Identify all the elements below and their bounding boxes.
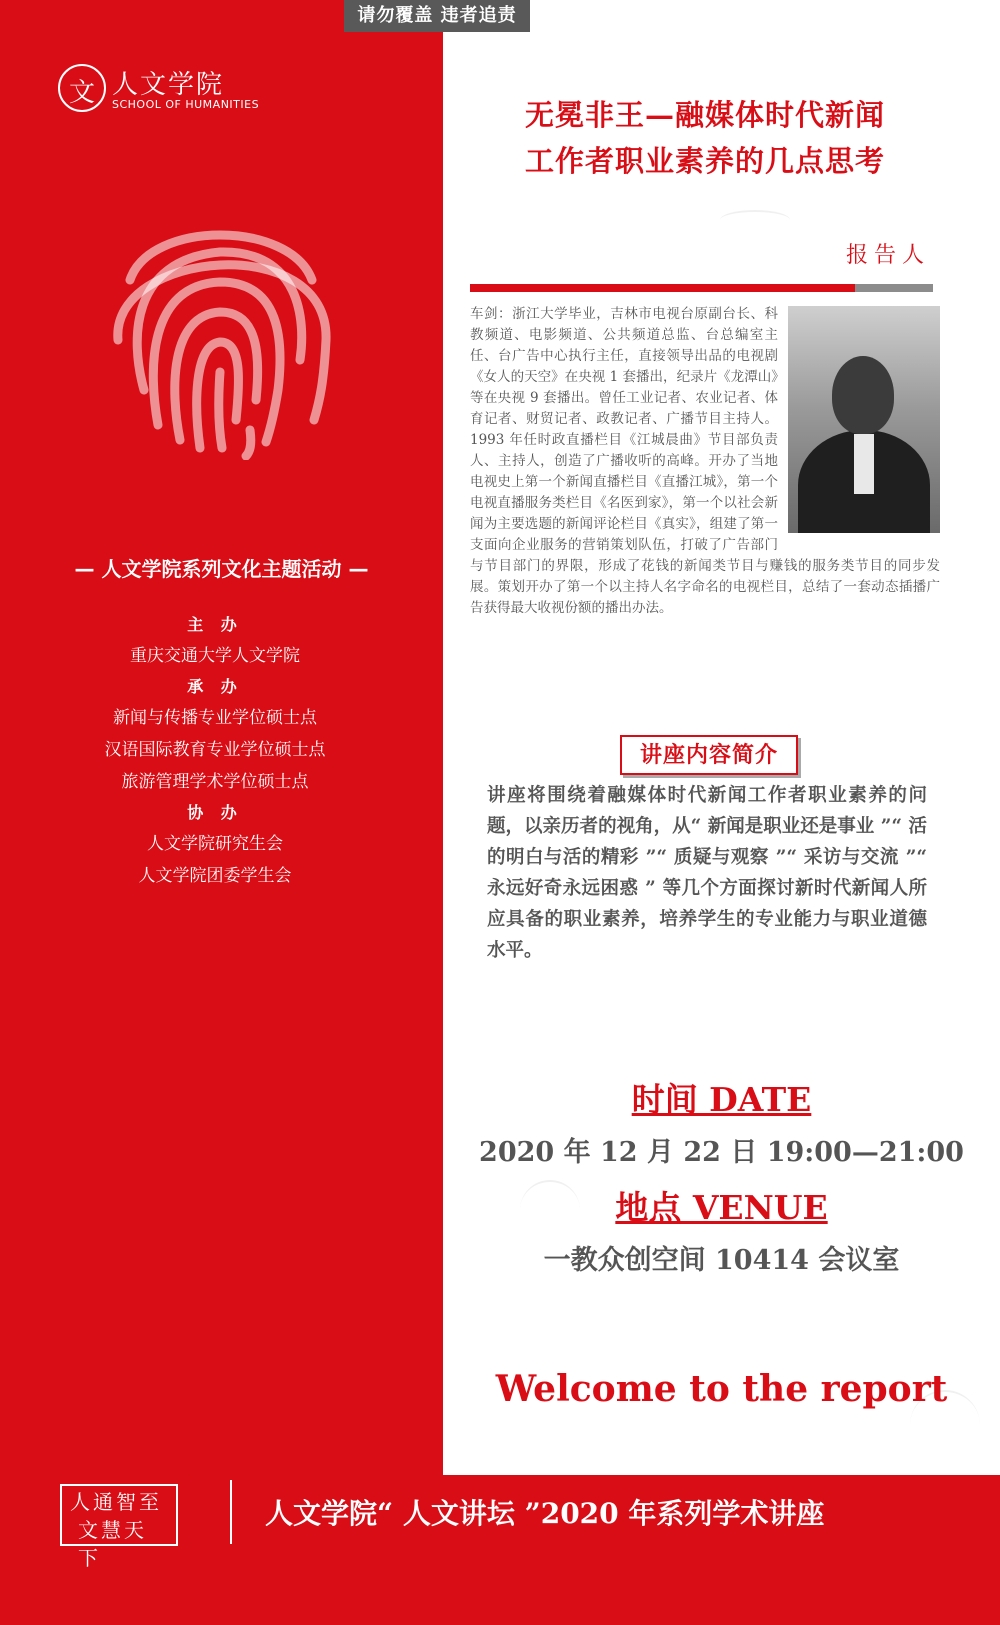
logo-english-name: SCHOOL OF HUMANITIES — [112, 98, 260, 111]
organizer-unit: 新闻与传播专业学位硕士点 — [113, 708, 317, 728]
copyright-notice: 请勿覆盖 违者追责 — [344, 0, 530, 32]
date-value: 2020 年 12 月 22 日 19:00—21:00 — [479, 1137, 964, 1168]
lecture-title — [470, 92, 940, 184]
logo-emblem-icon — [58, 64, 106, 112]
speaker-label: 报告人 — [845, 243, 930, 268]
logo-name: 人文学院 — [112, 70, 225, 100]
date-label-text: 时间 DATE — [631, 1080, 812, 1119]
venue-label-text: 地点 VENUE — [615, 1188, 828, 1227]
date-label — [443, 1074, 1000, 1121]
motto-line: 人通智至 — [70, 1490, 162, 1514]
speaker-bio-text: 车剑：浙江大学毕业，吉林市电视台原副台长、科教频道、电影频道、公共频道总监、台总编室主任、台广告中心执行主任，直接领导出品的电视剧《女人的天空》在央视 1 套播出，纪录片《龙潭山》等在央视 9 套播出。曾任工业记者、农业记者、体育记者、财贸记者、政教记者、广播节目主持人。1993 年任时政直播栏目《江城晨曲》节目部负责人、主持人，创造了广播收听的高峰。开办了当地电视史上第一个新闻直播栏目《直播江城》，第一个电视直播服务类栏目《名医到家》，第一个以社会新闻为主要选题的新闻评论栏目《真实》，组建了第一支面向企业服务的营销策划队伍，打破了广告部门与节目部门的界限，形成了花钱的新闻类节目与赚钱的服务类节目的同步发展。策划开办了第一个以主持人名字命名的电视栏目，总结了一套动态插播广告获得最大收视份额的播出办法。 — [470, 306, 940, 616]
lecture-title-line: 工作者职业素养的几点思考 — [524, 144, 885, 178]
organizers-block — [0, 610, 430, 892]
organizer-unit: 旅游管理学术学位硕士点 — [121, 772, 309, 792]
organizer-unit: 汉语国际教育专业学位硕士点 — [104, 740, 326, 760]
footer-divider — [230, 1480, 232, 1544]
fingerprint-icon — [100, 190, 340, 460]
lecture-title-line: 无冕非王—融媒体时代新闻 — [524, 98, 885, 132]
divider-bar-red — [470, 284, 855, 292]
venue-label — [443, 1182, 1000, 1229]
co-organizer-unit: 人文学院研究生会 — [147, 834, 283, 854]
speaker-photo — [788, 306, 940, 533]
speaker-bio — [470, 304, 940, 619]
co-organizer-role: 协 办 — [187, 803, 243, 822]
decorative-swirl — [720, 210, 790, 230]
motto-box — [60, 1484, 178, 1570]
host-unit: 重庆交通大学人文学院 — [130, 646, 300, 666]
photo-shirt — [854, 434, 874, 494]
host-role: 主 办 — [187, 615, 243, 634]
intro-label: 讲座内容简介 — [620, 735, 798, 775]
photo-head — [832, 356, 894, 434]
organizer-role: 承 办 — [187, 677, 243, 696]
motto-line: 文慧天下 — [78, 1518, 147, 1570]
school-logo — [58, 62, 258, 118]
divider-bar-gray — [855, 284, 933, 292]
welcome-text: Welcome to the report — [495, 1368, 948, 1410]
footer-title: 人文学院“ 人文讲坛 ”2020 年系列学术讲座 — [265, 1497, 825, 1530]
series-title: — 人文学院系列文化主题活动 — — [74, 557, 369, 581]
lecture-intro: 讲座将围绕着融媒体时代新闻工作者职业素养的问题，以亲历者的视角，从“ 新闻是职业还是事业 ”“ 活的明白与活的精彩 ”“ 质疑与观察 ”“ 采访与交流 ”“ 永远好奇永远困惑 ” 等几个方面探讨新时代新闻人所应具备的职业素养，培养学生的专业能力与职业道德水平。 — [487, 785, 927, 961]
co-organizer-unit: 人文学院团委学生会 — [138, 866, 292, 886]
venue-value: 一教众创空间 10414 会议室 — [543, 1245, 900, 1276]
